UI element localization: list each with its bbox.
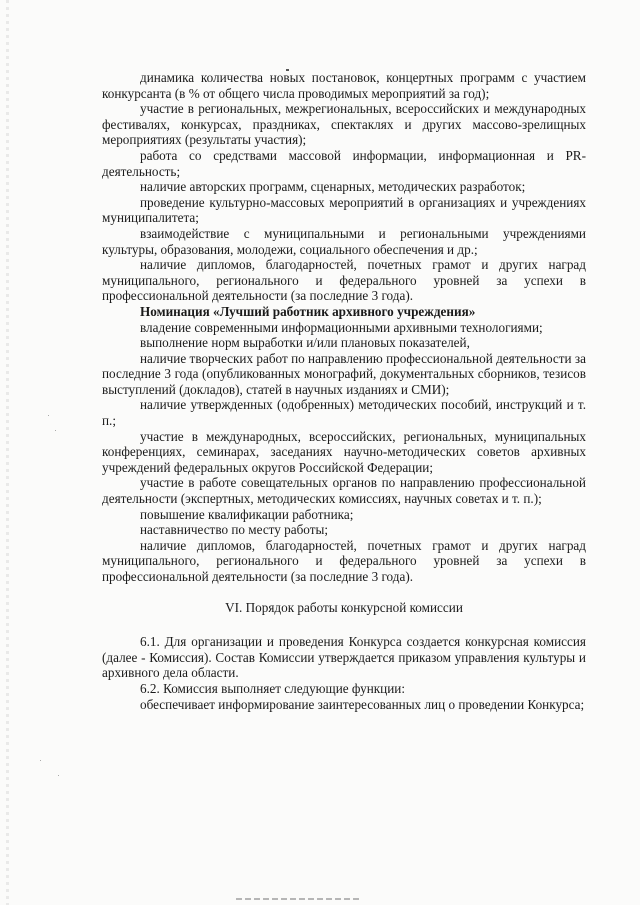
paragraph: наставничество по месту работы; [140, 522, 329, 538]
scan-left-edge [6, 0, 9, 905]
scan-speck [55, 430, 56, 431]
paragraph: повышение квалификации работника; [140, 506, 354, 522]
scan-speck [40, 760, 41, 761]
paragraph: наличие авторских программ, сценарных, методических разработок; [140, 179, 526, 195]
scan-speck [58, 775, 59, 776]
paragraph: работа со средствами массовой информации, информационная и PR-деятельность; [102, 147, 586, 179]
paragraph: наличие утвержденных (одобренных) методических пособий, инструкций и т. п.; [102, 397, 586, 429]
paragraph: выполнение норм выработки и/или плановых показателей, [140, 335, 470, 351]
paragraph: 6.1. Для организации и проведения Конкурса создается конкурсная комиссия (далее - Комиссия). Состав Комиссии утверждается приказом управления культуры и архивного дела области. [102, 634, 586, 681]
scan-speck [48, 415, 49, 416]
document-page [102, 70, 586, 712]
paragraph: участие в региональных, межрегиональных, всероссийских и международных фестивалях, конкурсах, праздниках, спектаклях и других массово-зрелищных мероприятиях (результаты участия); [102, 101, 586, 148]
paragraph: участие в международных, всероссийских, региональных, муниципальных конференциях, семинарах, заседаниях научно-методических советов архивных учреждений федеральных округов Российской Федерации; [102, 428, 586, 475]
paragraph: наличие дипломов, благодарностей, почетных грамот и других наград муниципального, регионального и федерального уровней за успехи в профессиональной деятельности (за последние 3 года). [102, 257, 586, 304]
scan-bottom-mark [236, 898, 362, 900]
paragraph: наличие творческих работ по направлению профессиональной деятельности за последние 3 года (опубликованных монографий, документальных сборников, тезисов выступлений (докладов), статей в научных изданиях и СМИ); [102, 350, 586, 397]
paragraph: 6.2. Комиссия выполняет следующие функции: [140, 680, 406, 696]
paragraph: владение современными информационными архивными технологиями; [140, 319, 543, 335]
nomination-heading: Номинация «Лучший работник архивного учреждения» [140, 303, 476, 319]
paragraph: участие в работе совещательных органов по направлению профессиональной деятельности (экспертных, методических комиссиях, научных советах и т. п.); [102, 475, 586, 507]
paragraph: обеспечивает информирование заинтересованных лиц о проведении Конкурса; [140, 696, 585, 712]
paragraph: наличие дипломов, благодарностей, почетных грамот и других наград муниципального, регионального и федерального уровней за успехи в профессиональной деятельности (за последние 3 года). [102, 537, 586, 584]
paragraph: проведение культурно-массовых мероприятий в организациях и учреждениях муниципалитета; [102, 194, 586, 226]
paragraph: динамика количества новых постановок, концертных программ с участием конкурсанта (в % от общего числа проводимых мероприятий за год); [102, 70, 586, 101]
paragraph: взаимодействие с муниципальными и региональными учреждениями культуры, образования, молодежи, социального обеспечения и др.; [102, 225, 586, 257]
section-title: VI. Порядок работы конкурсной комиссии [225, 599, 463, 615]
